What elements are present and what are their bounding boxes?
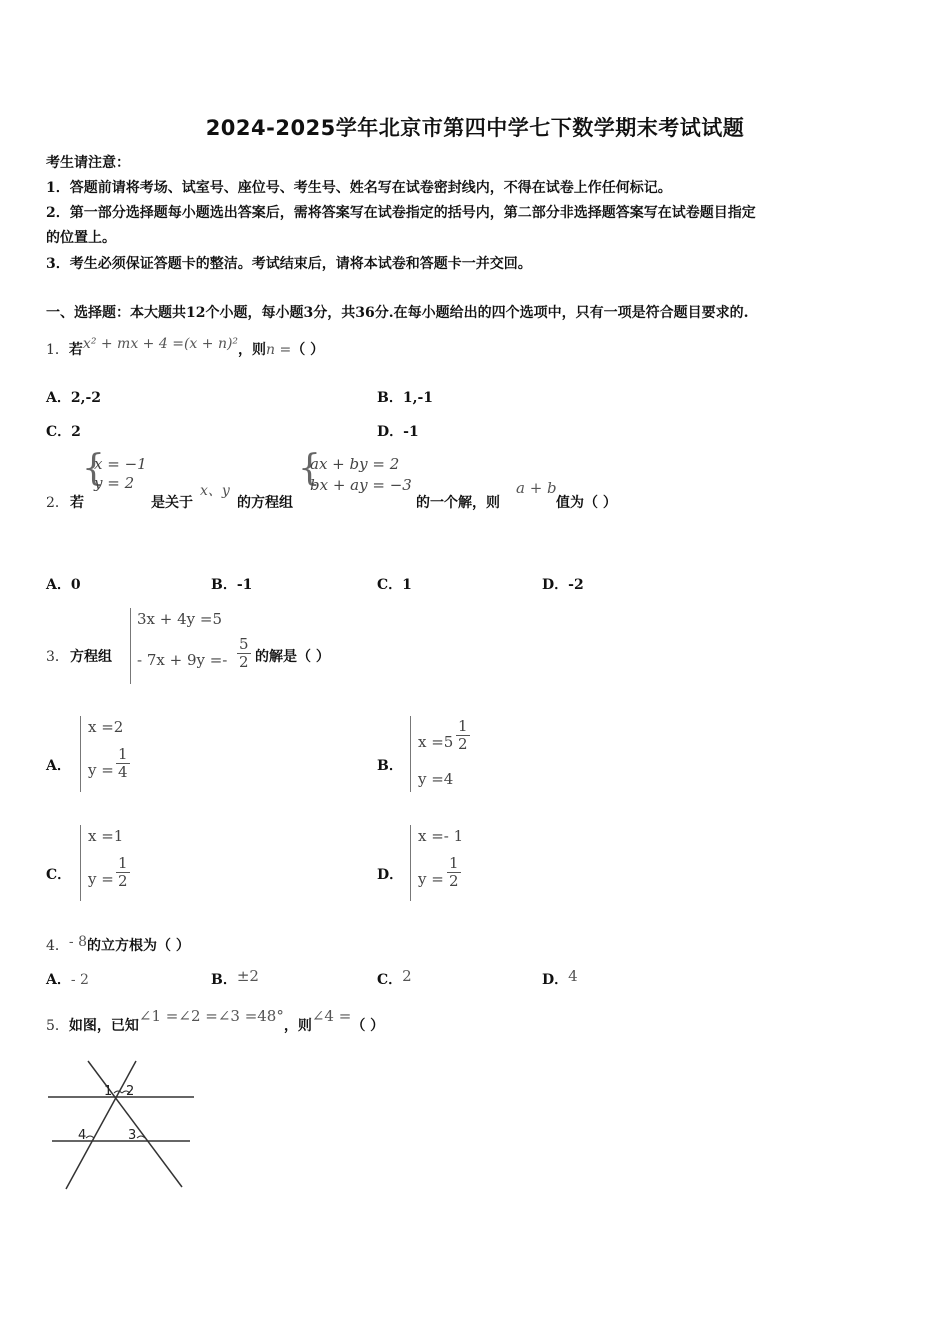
system-brace: { [82,448,105,489]
system-line: bx + ay = −3 [310,476,412,494]
fraction-numerator: 5 [239,635,249,653]
question-text: 值为（ ） [556,495,617,511]
notice-item-3: 3．考生必须保证答题卡的整洁。考试结束后，请将本试卷和答题卡一并交回。 [46,256,532,272]
question-4 [46,935,190,955]
question-text: 若 [68,342,83,358]
question-1 [46,336,325,359]
figure-label: 2 [126,1084,135,1099]
option-value: 2 [402,967,412,985]
system-line: x = −1 [94,455,147,473]
option-value: - 2 [70,972,89,988]
fraction-denominator: 2 [118,872,128,890]
option-label: A． [46,390,71,406]
figure-label: 1 [104,1084,113,1099]
option-label: D． [542,577,569,593]
option-label: B． [377,390,403,406]
fraction-numerator: 1 [458,717,468,735]
option-value: 4 [568,967,578,985]
system-line: y = [88,870,114,888]
option-label: D． [542,972,569,988]
option-value: 0 [70,577,81,593]
page-title: 2024-2025学年北京市第四中学七下数学期末考试试题 [205,116,745,140]
option-value: 2 [71,424,81,440]
option-value: -1 [236,577,253,593]
option-value: 2,-2 [70,390,102,406]
fraction-denominator: 2 [458,735,468,753]
system-brace [80,716,81,792]
question-3-number: 3． [46,649,69,665]
option-a-label: A． [46,758,71,774]
fraction-denominator: 2 [239,653,249,671]
option-label: C． [46,424,72,440]
system-line: x =2 [88,718,124,736]
math-expression: ∠4 = [311,1007,352,1025]
option-value: 1,-1 [402,390,434,406]
system-line: y = 2 [94,474,135,492]
option-a [46,387,101,407]
option-d [542,574,584,594]
system-brace [130,608,131,684]
question-text: 若 [70,495,84,511]
fraction [456,718,470,753]
option-value: ±2 [236,967,259,985]
option-a [46,969,89,989]
option-value: 1 [402,577,412,593]
fraction-numerator: 1 [449,854,459,872]
system-brace: { [298,448,321,489]
option-value: -1 [403,424,419,440]
question-5 [46,1007,385,1035]
option-label: A． [46,972,71,988]
option-b [377,387,433,407]
system-brace [410,825,411,901]
angle-figure [44,1055,199,1195]
option-c [46,421,81,441]
system-line: x =- 1 [418,827,464,845]
question-number: 5． [46,1018,69,1034]
system-line: y = [88,761,114,779]
option-label: B． [211,972,237,988]
fraction [116,746,130,781]
answer-paren: （ ） [291,342,325,358]
option-b [211,574,252,594]
fraction [237,636,251,671]
fraction-numerator: 1 [118,854,128,872]
math-expression: a + b [516,479,557,497]
system-line: x =5 [418,733,454,751]
system-brace [410,716,411,792]
option-label: B． [211,577,237,593]
question-2-number: 2． [46,495,69,511]
section-heading: 一、选择题：本大题共12个小题，每小题3分，共36分.在每小题给出的四个选项中，只有一项是符合题目要求的. [46,305,749,321]
question-number: 1． [46,342,69,358]
option-c [377,969,412,989]
option-d [542,969,578,989]
system-line: y =4 [418,770,454,788]
option-label: D． [377,424,404,440]
question-text: 的方程组 [237,495,293,511]
fraction [447,855,461,890]
fraction-denominator: 2 [449,872,459,890]
math-expression: x、y [200,483,230,499]
option-c-label: C． [46,867,72,883]
option-c [377,574,412,594]
notice-item-1: 1．答题前请将考场、试室号、座位号、考生号、姓名写在试卷密封线内，不得在试卷上作任何标记。 [46,180,672,196]
system-line: ax + by = 2 [310,455,400,473]
notice-item-2: 2．第一部分选择题每小题选出答案后，需将答案写在试卷指定的括号内，第二部分非选择题答案写在试卷题目指定 [46,205,756,221]
option-label: A． [46,577,71,593]
notice-item-2-cont: 的位置上。 [46,230,116,246]
question-text: ，则 [283,1018,312,1034]
math-expression: ∠1 =∠2 =∠3 =48° [138,1007,284,1025]
answer-paren: （ ） [351,1018,385,1034]
figure-label: 3 [128,1128,137,1143]
question-text: 的一个解，则 [416,495,500,511]
option-value: -2 [568,577,584,593]
fraction-denominator: 4 [118,763,128,781]
system-line: y = [418,870,444,888]
option-a [46,574,81,594]
question-text: 的解是（ ） [255,649,330,665]
question-text: 的立方根为（ ） [87,938,190,954]
fraction-numerator: 1 [118,745,128,763]
system-line: 3x + 4y =5 [137,610,223,628]
option-b-label: B． [377,758,403,774]
option-label: C． [377,577,403,593]
option-d-label: D． [377,867,404,883]
system-line: - 7x + 9y =- [137,651,228,669]
math-expression: - 8 [68,934,88,950]
system-brace [80,825,81,901]
question-number: 4． [46,938,69,954]
question-text: 方程组 [70,649,112,665]
notice-heading: 考生请注意： [46,155,130,171]
option-label: C． [377,972,403,988]
fraction [116,855,130,890]
math-expression: n = [266,342,292,358]
question-text: 如图，已知 [68,1018,139,1034]
figure-label: 4 [78,1128,87,1143]
question-text: 是关于 [151,495,193,511]
system-line: x =1 [88,827,124,845]
option-b [211,969,259,989]
math-expression: x² + mx + 4 =(x + n)² [82,336,239,352]
option-d [377,421,419,441]
question-text: ，则 [238,342,267,358]
